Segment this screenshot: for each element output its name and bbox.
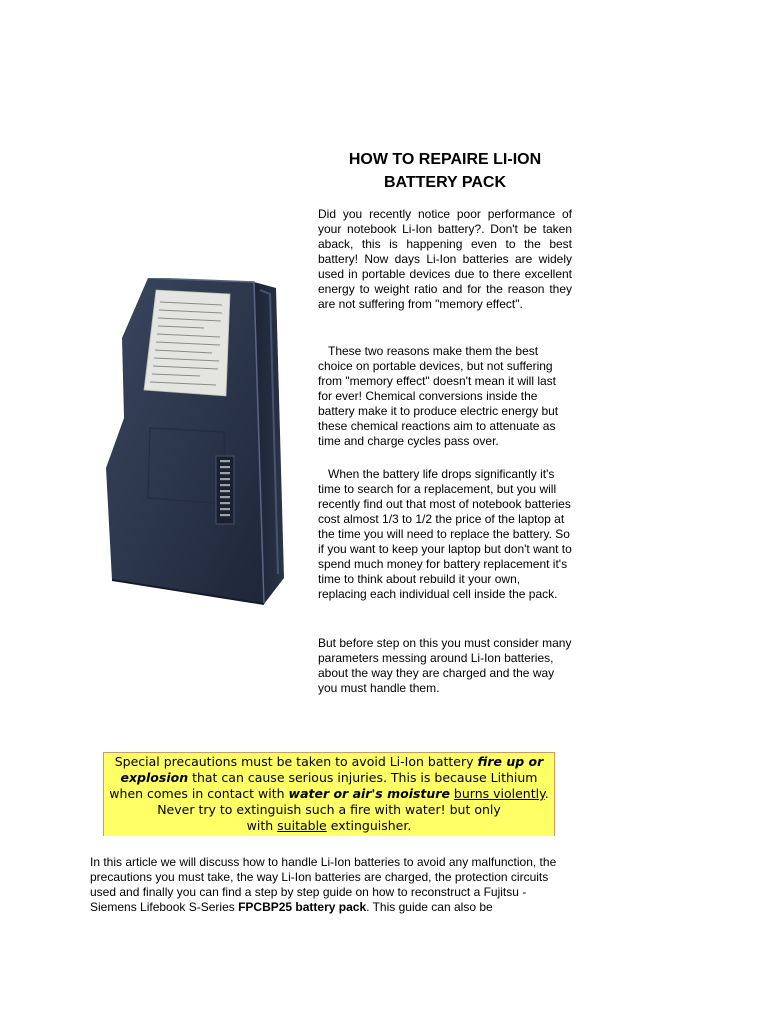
warning-text: Special precautions must be taken to avoid Li-Ion battery xyxy=(114,754,478,769)
warning-text: with xyxy=(246,818,278,833)
title-line-2: BATTERY PACK xyxy=(383,174,507,191)
warning-text: when comes in contact with xyxy=(109,786,289,801)
warning-underline: burns violently xyxy=(453,786,545,801)
warning-text: . xyxy=(544,786,549,801)
warning-text: that can cause serious injuries. This is because Lithium xyxy=(188,770,538,785)
warning-line-3 xyxy=(108,786,550,802)
paragraph-1: Did you recently notice poor performance of your notebook Li-Ion battery?. Don't be taken aback, this is happening even to the best battery! Now days Li-Ion batteries are widely used in portable devices due to there excellent energy to weight ratio and for the reason they are not suffering from "memory effect". xyxy=(318,207,572,311)
title-line-1: HOW TO REPAIRE LI-ION xyxy=(348,151,542,168)
paragraph-2: These two reasons make them the best choice on portable devices, but not suffering from "memory effect" doesn't mean it will last for ever! Chemical conversions inside the battery make it to produce electric energy but these chemical reactions aim to attenuate as time and charge cycles pass over. xyxy=(318,344,559,448)
warning-emphasis: water or air's moisture xyxy=(288,786,450,801)
product-code: FPCBP25 battery pack xyxy=(238,900,367,914)
warning-emphasis: explosion xyxy=(120,770,189,785)
warning-line-4 xyxy=(108,802,550,818)
paragraph-4: But before step on this you must consider many parameters messing around Li-Ion batteries, about the way they are charged and the way you must handle them. xyxy=(318,636,572,695)
warning-line-1 xyxy=(108,754,550,770)
warning-box xyxy=(103,752,555,836)
intro-text: In this article we will discuss how to handle Li-Ion batteries to avoid any malfunction, the precautions you must take, the way Li-Ion batteries are charged, the protection circuits used and finally you can find a step by step guide on how to reconstruct a Fujitsu - Siemens Lifebook S-Series xyxy=(90,855,557,914)
warning-line-5 xyxy=(108,818,550,834)
warning-emphasis: fire up or xyxy=(477,754,544,769)
intro-text: . This guide can also be xyxy=(366,900,493,914)
intro-paragraph xyxy=(90,855,570,915)
battery-pack-image xyxy=(104,278,300,610)
warning-line-2 xyxy=(108,770,550,786)
warning-text: Never try to extinguish such a fire with water! but only xyxy=(157,802,501,817)
warning-text: extinguisher. xyxy=(326,818,412,833)
article-title xyxy=(318,148,572,194)
paragraph-3: When the battery life drops significantly it's time to search for a replacement, but you will recently find out that most of notebook batteries cost almost 1/3 to 1/2 the price of the laptop at the time you will need to replace the battery. So if you want to keep your laptop but don't want to spend much money for battery replacement it's time to think about rebuild it your own, replacing each individual cell inside the pack. xyxy=(318,467,572,601)
warning-underline: suitable xyxy=(277,818,327,833)
